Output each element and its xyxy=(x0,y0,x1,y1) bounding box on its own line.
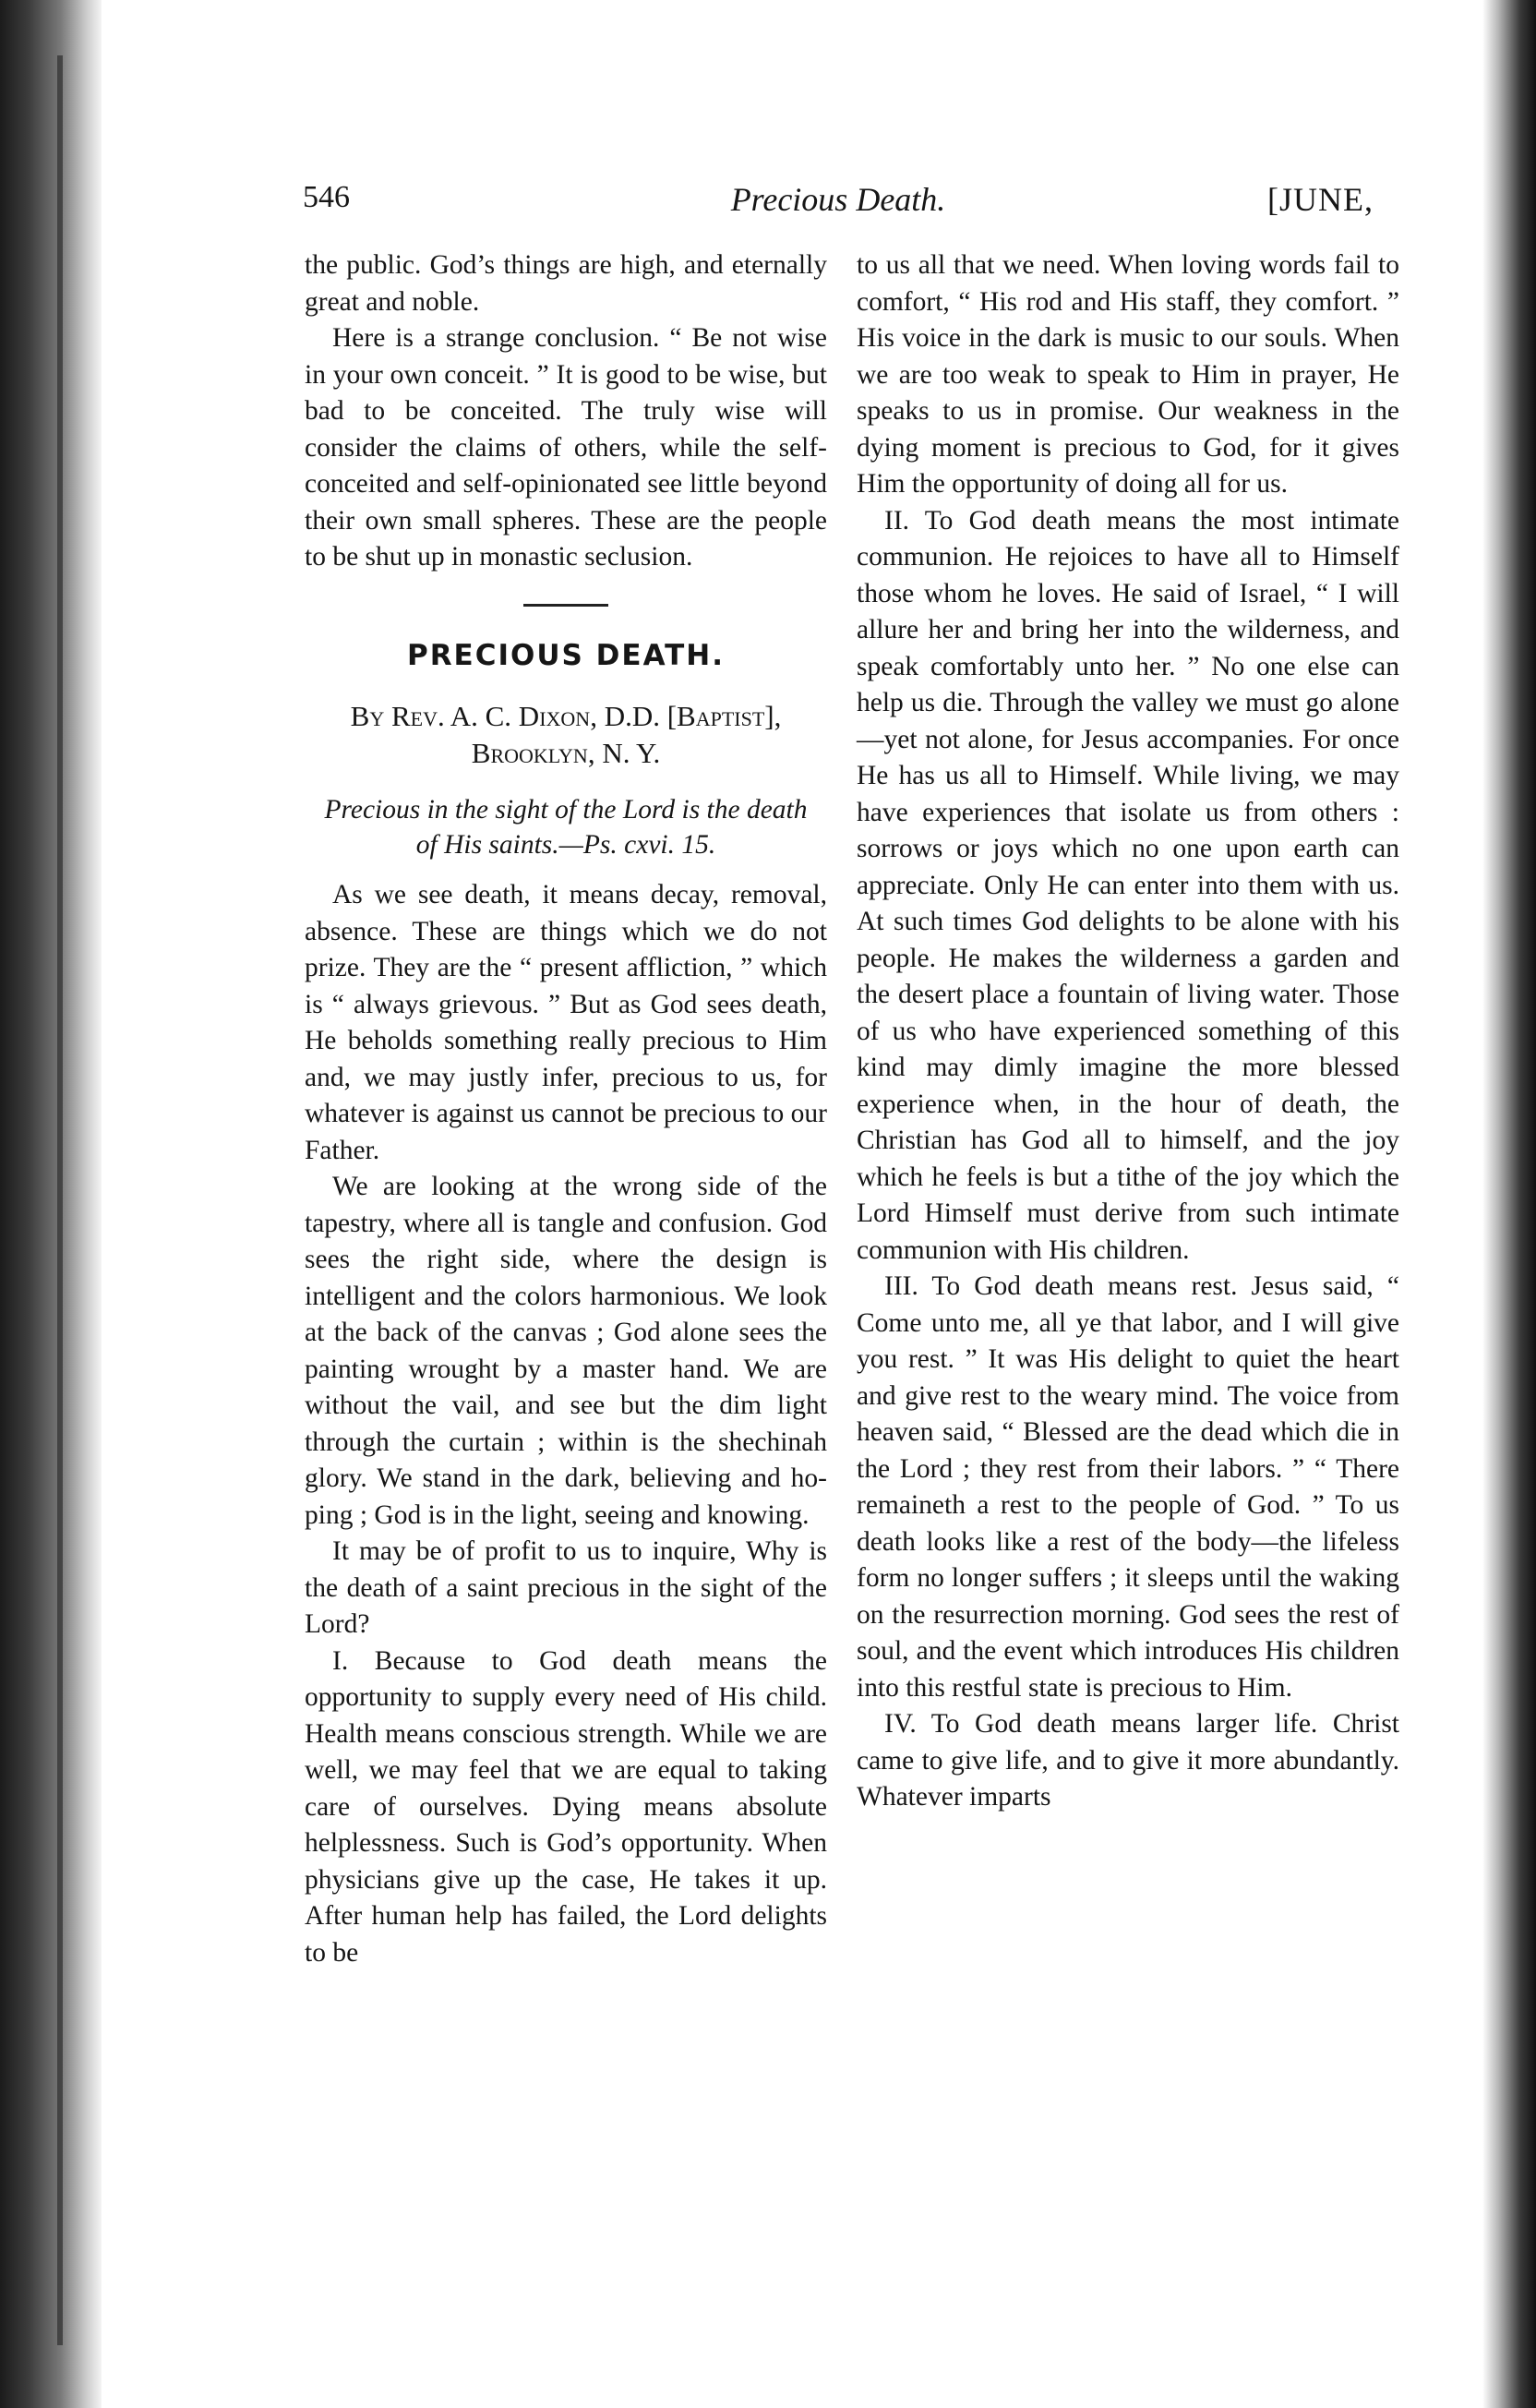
article-byline: By Rev. A. C. Dixon, D.D. [Baptist], Brooklyn, N. Y. xyxy=(350,700,782,769)
paragraph: I. Because to God death means the opportunity to supply every need of His child. Health means conscious strength. While we are well, we may feel that we are equal to taking care of ourselves. Dying means absolute helplessness. Such is God’s opportunity. When physicians give up the case, He takes it up. After human help has failed, the Lord delights to be xyxy=(305,1645,827,1968)
running-title: Precious Death. xyxy=(730,181,946,218)
paragraph: III. To God death means rest. Jesus said, “ Come unto me, all ye that labor, and I will give you rest. ” It was His delight to quiet the heart and give rest to the weary mind. The voice from heaven said, “ Blessed are the dead which die in the Lord ; they rest from their labors. ” “ There remaineth a rest to the people of God. ” To us death looks like a rest of the body—the lifeless form no longer suffers ; it sleeps until the waking on the resurrection morning. God sees the rest of soul, and the event which introduces His children into this restful state is precious to Him. xyxy=(857,1271,1399,1703)
running-header xyxy=(303,180,1374,226)
page-number: 546 xyxy=(303,180,350,214)
right-column xyxy=(857,247,1399,1816)
scan-spine-line xyxy=(57,55,63,2345)
paragraph: IV. To God death means larger life. Christ came to give life, and to give it more abundantly. Whatever imparts xyxy=(857,1709,1399,1812)
article-title: PRECIOUS DEATH. xyxy=(406,638,726,672)
paragraph: II. To God death means the most intimate communion. He rejoices to have all to Himself those whom he loves. He said of Israel, “ I will allure her and bring her into the wilderness, and speak comfortably unto her. ” No one else can help us die. Through the valley we must go alone—yet not alone, for Jesus accompanies. For once He has us all to Himself. While living, we may have experiences that isolate us from others : sorrows or joys which no one upon earth can appreciate. Only He can enter into them with us. At such times God delights to be alone with his people. He makes the wilderness a garden and the desert place a fountain of living water. Those of us who have experienced something of this kind may dimly imagine the more blessed experience when, in the hour of death, the Christian has God all to himself, and the joy which he feels is but a tithe of the joy which the Lord Himself must derive from such intimate communion with His children. xyxy=(857,505,1399,1265)
continued-paragraph: the public. God’s things are high, and eternally great and noble. xyxy=(305,250,827,317)
left-column xyxy=(305,247,827,1971)
paragraph: We are looking at the wrong side of the tapestry, where all is tangle and confusion. God sees the right side, where the design is intelligent and the colors harmonious. We look at the back of the canvas ; God alone sees the painting wrought by a master hand. We are without the vail, and see but the dim light through the curtain ; within is the shechinah glory. We stand in the dark, believing and hoping ; God is in the light, seeing and knowing. xyxy=(305,1172,827,1530)
scan-right-edge xyxy=(1482,0,1536,2408)
scan-binding-shadow xyxy=(0,0,102,2408)
scripture-epigraph: Precious in the sight of the Lord is the death of His saints.—Ps. cxvi. 15. xyxy=(324,795,808,860)
issue-month: [JUNE, xyxy=(1267,181,1374,218)
paragraph: Here is a strange conclusion. “ Be not wise in your own conceit. ” It is good to be wise, but bad to be conceited. The truly wise will consider the claims of others, while the self-conceited and self-opinionated see little beyond their own small spheres. These are the people to be shut up in monastic seclusion. xyxy=(305,323,827,572)
paragraph: As we see death, it means decay, removal, absence. These are things which we do not prize. They are the “ present affliction, ” which is “ always grievous. ” But as God sees death, He beholds something really precious to Him and, we may justly infer, precious to us, for whatever is against us cannot be precious to our Father. xyxy=(305,880,827,1165)
section-divider xyxy=(523,604,608,607)
continued-paragraph: to us all that we need. When loving words fail to comfort, “ His rod and His staff, they comfort. ” His voice in the dark is music to our souls. When we are too weak to speak to Him in prayer, He speaks to us in promise. Our weakness in the dying moment is precious to God, for it gives Him the opportunity of doing all for us. xyxy=(857,250,1399,499)
paragraph: It may be of profit to us to inquire, Why is the death of a saint precious in the sight of the Lord? xyxy=(305,1536,827,1639)
